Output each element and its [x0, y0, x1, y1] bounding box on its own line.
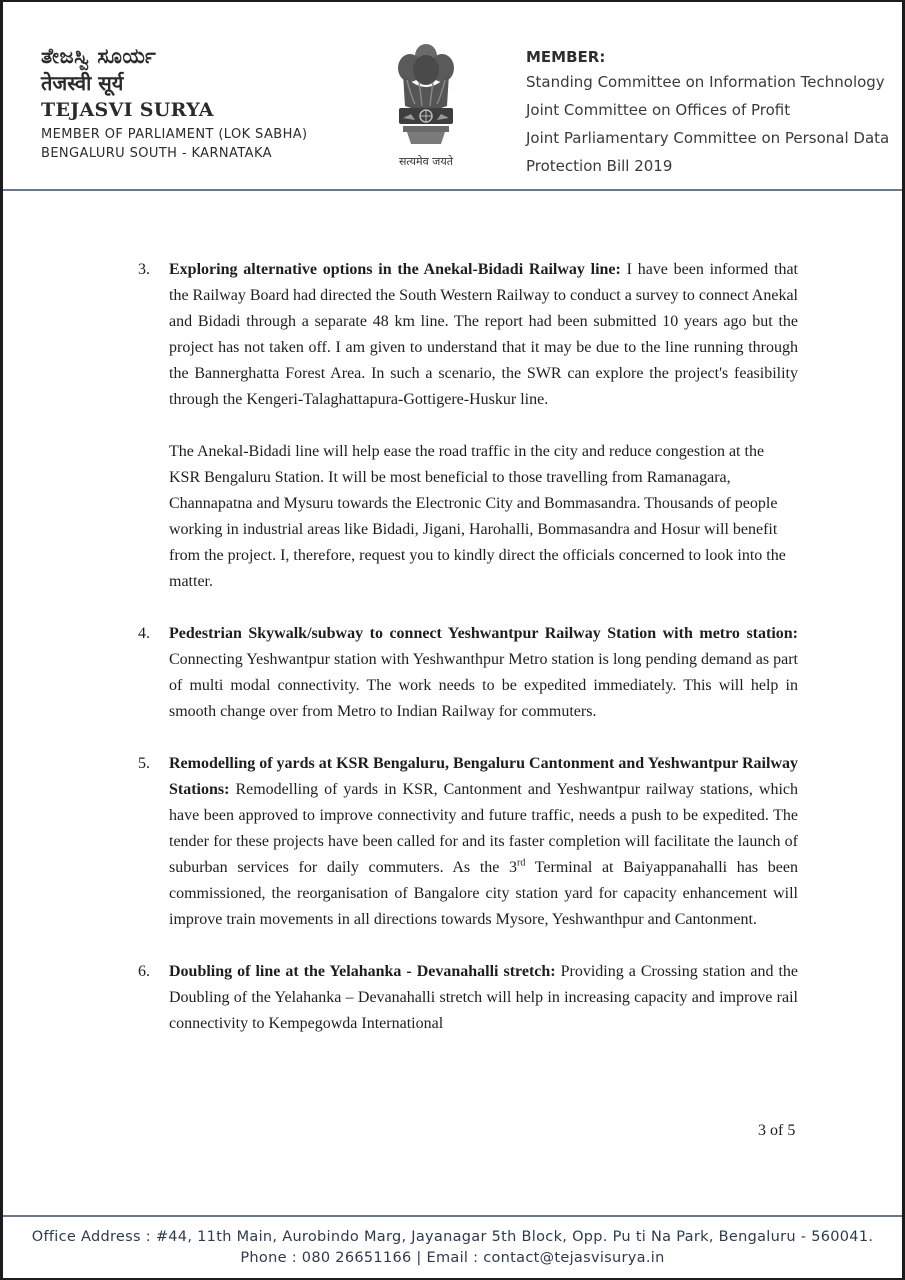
footer-divider: [3, 1215, 902, 1217]
committee-line: Joint Committee on Offices of Profit: [526, 101, 791, 119]
footer: [3, 1227, 902, 1269]
list-item: [138, 959, 798, 1037]
national-emblem: [387, 40, 465, 175]
letterhead-name-block: [41, 44, 308, 163]
page-number: 3 of 5: [758, 1122, 796, 1139]
ordinal-superscript: rd: [517, 857, 526, 869]
list-item: [138, 257, 798, 413]
item-number: 3.: [138, 261, 150, 278]
item-number: 6.: [138, 963, 150, 980]
constituency: BENGALURU SOUTH - KARNATAKA: [41, 146, 272, 161]
name-hindi: तेजस्वी सूर्य: [41, 71, 124, 95]
list-item: [138, 621, 798, 725]
item-number: 4.: [138, 625, 150, 642]
item-followup-paragraph: The Anekal-Bidadi line will help ease the road traffic in the city and reduce congestion at the KSR Bengaluru Station. It will be most beneficial to those travelling from Ramanagara, Channapatna and Mysuru towards the Electronic City and Bommasandra. Thousands of people working in industrial areas like Bidadi, Jigani, Harohalli, Bommasandra and Hosur will benefit from the project. I, therefore, request you to kindly direct the officials concerned to look into the matter.: [169, 443, 786, 590]
committee-line: Protection Bill 2019: [526, 157, 673, 175]
list-item: [138, 751, 798, 933]
national-emblem-icon: [391, 40, 461, 152]
item-number: 5.: [138, 755, 150, 772]
emblem-motto: सत्यमेव जयते: [398, 155, 453, 168]
member-heading: MEMBER:: [526, 48, 606, 66]
item-text: Connecting Yeshwantpur station with Yeshwanthpur Metro station is long pending demand as part of multi modal connectivity. The work needs to be expedited immediately. This will help in smooth change over from Metro to Indian Railway for commuters.: [169, 651, 798, 720]
office-address: Office Address : #44, 11th Main, Aurobindo Marg, Jayanagar 5th Block, Opp. Pu ti Na Park, Bengaluru - 560041.: [31, 1229, 874, 1245]
item-heading: Doubling of line at the Yelahanka - Devanahalli stretch:: [169, 963, 556, 980]
name-kannada: ತೇಜಸ್ವಿ ಸೂರ್ಯ: [41, 44, 157, 68]
item-text: Remodelling of yards in KSR, Cantonment and Yeshwantpur railway stations, which have been approved to improve connectivity and future traffic, needs a push to be expedited. The tender for these projects have been called for and its faster completion will facilitate the launch of suburban services for daily commuters. As the 3: [169, 781, 798, 876]
item-text: Providing a Crossing station and the Doubling of the Yelahanka – Devanahalli stretch will help in increasing capacity and improve rail connectivity to Kempegowda International: [169, 963, 799, 1032]
contact-details: Phone : 080 26651166 | Email : contact@tejasvisurya.in: [240, 1250, 665, 1266]
designation: MEMBER OF PARLIAMENT (LOK SABHA): [41, 127, 308, 142]
item-heading: Exploring alternative options in the Anekal-Bidadi Railway line:: [169, 261, 621, 278]
letter-body: [138, 257, 798, 1037]
name-english: TEJASVI SURYA: [41, 99, 214, 121]
committee-membership: [526, 46, 889, 180]
header-divider: [3, 189, 902, 191]
item-text-continued: Terminal at Baiyappanahalli has been commissioned, the reorganisation of Bangalore city station yard for capacity enhancement will improve train movements in all directions towards Mysore, Yeshwanthpur and Cantonment.: [169, 859, 798, 928]
committee-line: Standing Committee on Information Technology: [526, 73, 885, 91]
item-text: I have been informed that the Railway Board had directed the South Western Railway to conduct a survey to connect Anekal and Bidadi through a separate 48 km line. The report had been submitted 10 years ago but the project has not taken off. I am given to understand that it may be due to the line running through the Bannerghatta Forest Area. In such a scenario, the SWR can explore the project's feasibility through the Kengeri-Talaghattapura-Gottigere-Huskur line.: [169, 261, 799, 408]
committee-line: Joint Parliamentary Committee on Personal Data: [526, 129, 890, 147]
item-heading: Remodelling of yards at KSR Bengaluru, Bengaluru Cantonment and Yeshwantpur Railway Stations:: [169, 755, 798, 798]
item-heading: Pedestrian Skywalk/subway to connect Yeshwantpur Railway Station with metro station:: [169, 625, 798, 642]
